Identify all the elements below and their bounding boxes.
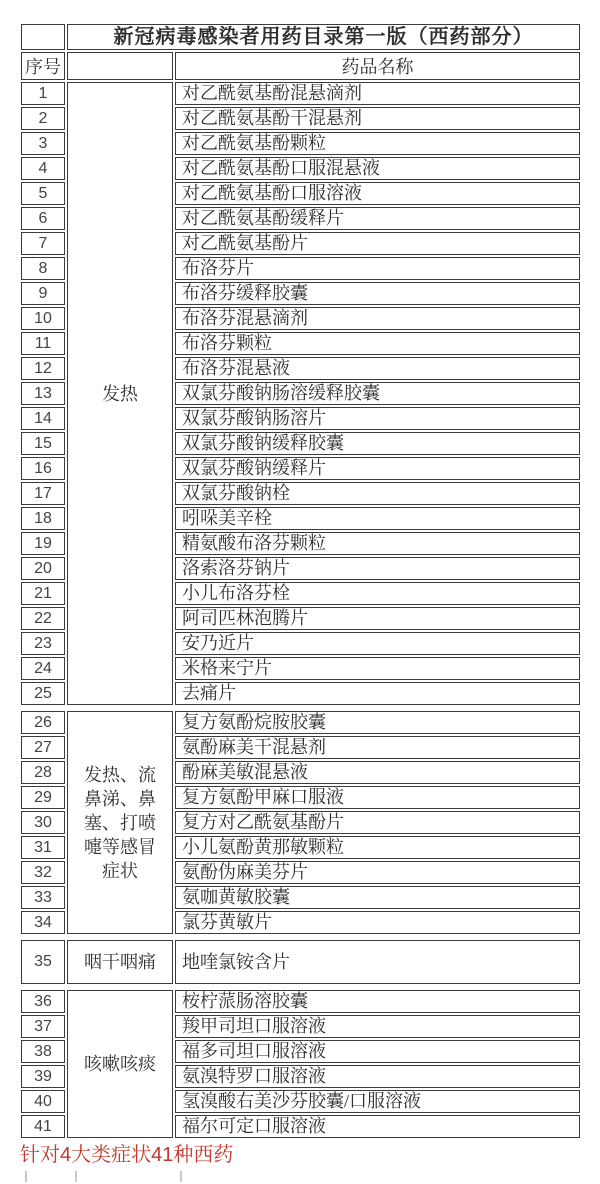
row-index-cell: 20 xyxy=(21,557,65,580)
row-index-cell: 14 xyxy=(21,407,65,430)
row-index-cell: 37 xyxy=(21,1015,65,1038)
drug-name-cell: 复方对乙酰氨基酚片 xyxy=(175,811,580,834)
table-row xyxy=(21,82,580,105)
row-index-cell: 19 xyxy=(21,532,65,555)
row-index-cell: 6 xyxy=(21,207,65,230)
row-index-cell: 11 xyxy=(21,332,65,355)
table-line-fragment xyxy=(180,1171,182,1182)
drug-name-cell: 氨溴特罗口服溶液 xyxy=(175,1065,580,1088)
footer-note: 针对4大类症状41种西药 xyxy=(20,1144,234,1166)
drug-name-cell: 双氯芬酸钠肠溶片 xyxy=(175,407,580,430)
row-index-cell: 21 xyxy=(21,582,65,605)
drug-name-cell: 布洛芬片 xyxy=(175,257,580,280)
row-index-cell: 4 xyxy=(21,157,65,180)
row-index-cell: 26 xyxy=(21,711,65,734)
drug-name-cell: 小儿氨酚黄那敏颗粒 xyxy=(175,836,580,859)
drug-name-cell: 布洛芬混悬液 xyxy=(175,357,580,380)
symptom-category-cell: 咳嗽咳痰 xyxy=(67,990,173,1138)
drug-name-cell: 氨酚麻美干混悬剂 xyxy=(175,736,580,759)
category-column-header xyxy=(67,52,173,80)
drug-name-cell: 羧甲司坦口服溶液 xyxy=(175,1015,580,1038)
cropped-next-row xyxy=(19,1171,600,1183)
row-index-cell: 10 xyxy=(21,307,65,330)
row-index-cell: 35 xyxy=(21,940,65,984)
row-index-cell: 2 xyxy=(21,107,65,130)
drug-name-cell: 吲哚美辛栓 xyxy=(175,507,580,530)
row-index-cell: 25 xyxy=(21,682,65,705)
header-row xyxy=(21,52,580,80)
drug-name-cell: 阿司匹林泡腾片 xyxy=(175,607,580,630)
group-spacer xyxy=(21,707,580,709)
drug-name-cell: 小儿布洛芬栓 xyxy=(175,582,580,605)
row-index-cell: 28 xyxy=(21,761,65,784)
row-index-cell: 15 xyxy=(21,432,65,455)
row-index-cell: 1 xyxy=(21,82,65,105)
drug-name-cell: 桉柠蒎肠溶胶囊 xyxy=(175,990,580,1013)
drug-name-cell: 地喹氯铵含片 xyxy=(175,940,580,984)
corner-cell xyxy=(21,24,65,50)
drug-name-cell: 布洛芬缓释胶囊 xyxy=(175,282,580,305)
row-index-cell: 38 xyxy=(21,1040,65,1063)
row-index-cell: 31 xyxy=(21,836,65,859)
row-index-cell: 17 xyxy=(21,482,65,505)
drug-name-cell: 布洛芬混悬滴剂 xyxy=(175,307,580,330)
drug-name-cell: 双氯芬酸钠缓释胶囊 xyxy=(175,432,580,455)
group-spacer xyxy=(21,986,580,988)
row-index-cell: 16 xyxy=(21,457,65,480)
group-spacer xyxy=(21,936,580,938)
row-index-cell: 7 xyxy=(21,232,65,255)
row-index-cell: 5 xyxy=(21,182,65,205)
drug-name-cell: 福尔可定口服溶液 xyxy=(175,1115,580,1138)
drug-name-cell: 复方氨酚甲麻口服液 xyxy=(175,786,580,809)
drug-name-cell: 对乙酰氨基酚干混悬剂 xyxy=(175,107,580,130)
drug-name-cell: 福多司坦口服溶液 xyxy=(175,1040,580,1063)
row-index-cell: 8 xyxy=(21,257,65,280)
row-index-cell: 22 xyxy=(21,607,65,630)
title-row xyxy=(21,24,580,50)
row-index-cell: 32 xyxy=(21,861,65,884)
index-column-header: 序号 xyxy=(21,52,65,80)
row-index-cell: 27 xyxy=(21,736,65,759)
table-title: 新冠病毒感染者用药目录第一版（西药部分） xyxy=(67,24,580,50)
drug-name-cell: 双氯芬酸钠栓 xyxy=(175,482,580,505)
row-index-cell: 3 xyxy=(21,132,65,155)
drug-name-cell: 复方氨酚烷胺胶囊 xyxy=(175,711,580,734)
drug-name-cell: 米格来宁片 xyxy=(175,657,580,680)
symptom-category-cell: 发热、流鼻涕、鼻塞、打喷嚏等感冒症状 xyxy=(67,711,173,934)
row-index-cell: 9 xyxy=(21,282,65,305)
drug-name-column-header: 药品名称 xyxy=(175,52,580,80)
drug-name-cell: 双氯芬酸钠肠溶缓释胶囊 xyxy=(175,382,580,405)
drug-name-cell: 对乙酰氨基酚口服溶液 xyxy=(175,182,580,205)
drug-name-cell: 氨酚伪麻美芬片 xyxy=(175,861,580,884)
row-index-cell: 34 xyxy=(21,911,65,934)
row-index-cell: 13 xyxy=(21,382,65,405)
row-index-cell: 24 xyxy=(21,657,65,680)
drug-name-cell: 氨咖黄敏胶囊 xyxy=(175,886,580,909)
drug-name-cell: 酚麻美敏混悬液 xyxy=(175,761,580,784)
drug-name-cell: 对乙酰氨基酚片 xyxy=(175,232,580,255)
drug-name-cell: 安乃近片 xyxy=(175,632,580,655)
row-index-cell: 41 xyxy=(21,1115,65,1138)
table-line-fragment xyxy=(25,1171,27,1182)
table-row xyxy=(21,940,580,984)
drug-table xyxy=(19,22,582,1140)
drug-name-cell: 精氨酸布洛芬颗粒 xyxy=(175,532,580,555)
row-index-cell: 39 xyxy=(21,1065,65,1088)
row-index-cell: 23 xyxy=(21,632,65,655)
drug-name-cell: 双氯芬酸钠缓释片 xyxy=(175,457,580,480)
symptom-category-cell: 咽干咽痛 xyxy=(67,940,173,984)
drug-name-cell: 对乙酰氨基酚混悬滴剂 xyxy=(175,82,580,105)
drug-name-cell: 去痛片 xyxy=(175,682,580,705)
row-index-cell: 36 xyxy=(21,990,65,1013)
table-row xyxy=(21,990,580,1013)
drug-name-cell: 洛索洛芬钠片 xyxy=(175,557,580,580)
drug-name-cell: 对乙酰氨基酚颗粒 xyxy=(175,132,580,155)
drug-name-cell: 对乙酰氨基酚缓释片 xyxy=(175,207,580,230)
table-row xyxy=(21,711,580,734)
drug-name-cell: 对乙酰氨基酚口服混悬液 xyxy=(175,157,580,180)
drug-name-cell: 布洛芬颗粒 xyxy=(175,332,580,355)
table-line-fragment xyxy=(75,1171,77,1182)
row-index-cell: 30 xyxy=(21,811,65,834)
row-index-cell: 33 xyxy=(21,886,65,909)
drug-name-cell: 氯芬黄敏片 xyxy=(175,911,580,934)
symptom-category-cell: 发热 xyxy=(67,82,173,705)
row-index-cell: 12 xyxy=(21,357,65,380)
row-index-cell: 40 xyxy=(21,1090,65,1113)
row-index-cell: 29 xyxy=(21,786,65,809)
drug-name-cell: 氢溴酸右美沙芬胶囊/口服溶液 xyxy=(175,1090,580,1113)
row-index-cell: 18 xyxy=(21,507,65,530)
